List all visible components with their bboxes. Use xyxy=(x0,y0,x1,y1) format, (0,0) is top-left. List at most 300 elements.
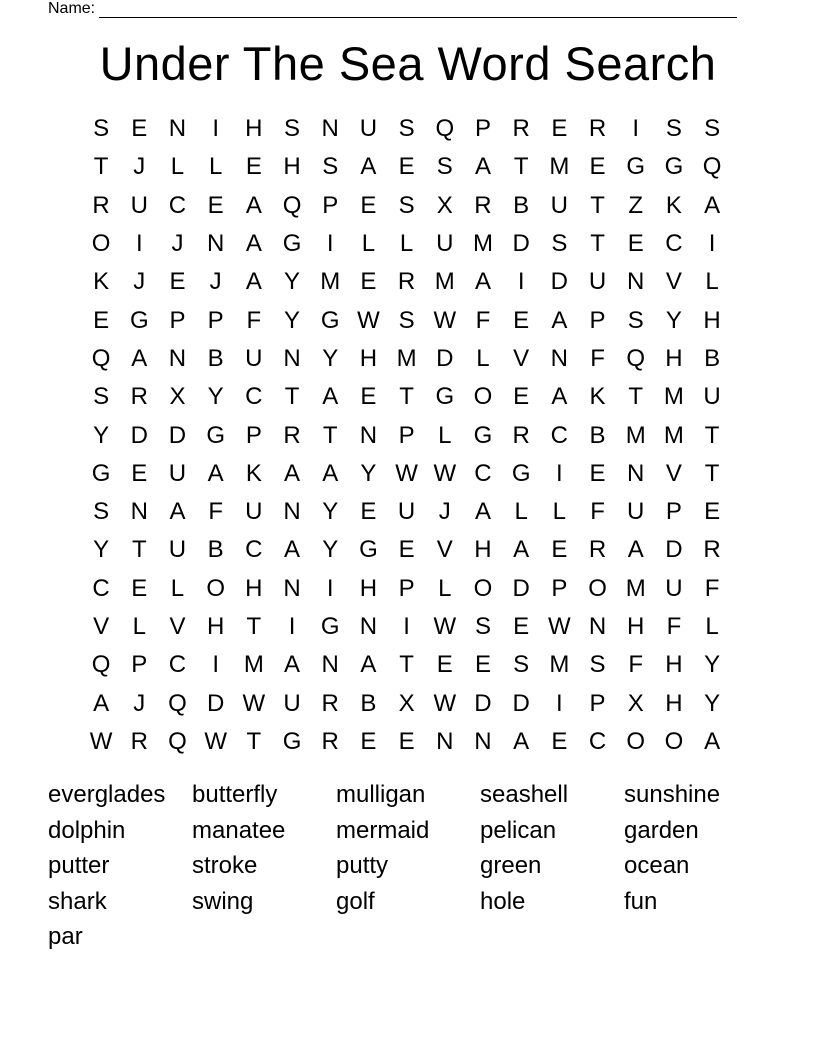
grid-letter[interactable]: N xyxy=(283,498,301,526)
grid-letter[interactable]: N xyxy=(168,115,187,143)
grid-letter[interactable]: A xyxy=(245,230,262,258)
grid-letter[interactable]: T xyxy=(246,613,262,640)
grid-letter[interactable]: L xyxy=(208,153,223,181)
grid-letter[interactable]: A xyxy=(704,727,721,755)
grid-letter[interactable]: C xyxy=(245,383,263,411)
grid-letter[interactable]: T xyxy=(590,191,605,219)
grid-letter[interactable]: A xyxy=(245,268,262,296)
grid-letter[interactable]: L xyxy=(170,153,185,181)
grid-letter[interactable]: M xyxy=(243,651,264,679)
grid-letter[interactable]: M xyxy=(434,268,455,296)
grid-letter[interactable]: K xyxy=(245,459,262,487)
grid-letter[interactable]: Y xyxy=(704,651,721,679)
grid-letter[interactable]: H xyxy=(627,613,645,640)
grid-letter[interactable]: T xyxy=(322,421,338,449)
grid-letter[interactable]: O xyxy=(664,727,684,755)
grid-letter[interactable]: U xyxy=(588,268,607,296)
grid-letter[interactable]: G xyxy=(91,459,111,487)
grid-letter[interactable]: K xyxy=(665,191,682,219)
grid-letter[interactable]: P xyxy=(474,115,491,143)
grid-letter[interactable]: L xyxy=(361,230,376,258)
grid-letter[interactable]: X xyxy=(169,383,186,411)
grid-letter[interactable]: E xyxy=(360,268,377,296)
grid-letter[interactable]: A xyxy=(551,306,568,334)
grid-letter[interactable]: R xyxy=(588,536,607,564)
grid-letter[interactable]: J xyxy=(209,268,222,296)
grid-letter[interactable]: P xyxy=(398,574,415,602)
grid-letter[interactable]: A xyxy=(207,459,224,487)
grid-letter[interactable]: N xyxy=(436,727,454,755)
grid-letter[interactable]: U xyxy=(245,344,263,372)
grid-letter[interactable]: G xyxy=(359,536,378,564)
grid-letter[interactable]: L xyxy=(132,613,146,640)
grid-letter[interactable]: E xyxy=(627,230,644,258)
grid-letter[interactable]: E xyxy=(589,459,606,487)
grid-letter[interactable]: S xyxy=(589,651,606,679)
grid-letter[interactable]: R xyxy=(130,727,148,755)
grid-letter[interactable]: N xyxy=(588,613,607,640)
grid-letter[interactable]: N xyxy=(627,459,645,487)
grid-letter[interactable]: U xyxy=(397,498,416,526)
grid-letter[interactable]: Y xyxy=(322,344,339,372)
grid-letter[interactable]: H xyxy=(665,651,683,679)
grid-letter[interactable]: Y xyxy=(704,689,721,717)
grid-letter[interactable]: E xyxy=(131,115,148,143)
grid-letter[interactable]: T xyxy=(284,383,300,411)
grid-letter[interactable]: B xyxy=(360,689,377,717)
grid-letter[interactable]: L xyxy=(438,574,452,602)
grid-letter[interactable]: W xyxy=(548,613,571,640)
grid-letter[interactable]: E xyxy=(360,191,377,219)
grid-letter[interactable]: S xyxy=(93,498,110,526)
grid-letter[interactable]: J xyxy=(438,498,451,526)
grid-letter[interactable]: N xyxy=(283,344,301,372)
grid-letter[interactable]: T xyxy=(93,153,109,181)
grid-letter[interactable]: D xyxy=(436,344,454,372)
grid-letter[interactable]: I xyxy=(135,230,143,258)
grid-letter[interactable]: R xyxy=(474,191,492,219)
grid-letter[interactable]: L xyxy=(399,230,414,258)
grid-letter[interactable]: T xyxy=(513,153,529,181)
grid-letter[interactable]: E xyxy=(513,306,530,334)
grid-letter[interactable]: D xyxy=(512,689,530,717)
grid-letter[interactable]: L xyxy=(705,268,719,296)
grid-letter[interactable]: C xyxy=(550,421,569,449)
grid-letter[interactable]: J xyxy=(171,230,184,258)
grid-letter[interactable]: Z xyxy=(628,191,644,219)
grid-letter[interactable]: P xyxy=(131,651,148,679)
name-field xyxy=(48,0,737,18)
grid-letter[interactable]: M xyxy=(663,383,684,411)
grid-letter[interactable]: Q xyxy=(168,689,187,717)
grid-letter[interactable]: L xyxy=(552,498,567,526)
word-list-item: par xyxy=(48,923,83,951)
grid-letter[interactable]: C xyxy=(168,651,187,679)
grid-letter[interactable]: Q xyxy=(282,191,302,219)
grid-letter[interactable]: W xyxy=(357,306,380,334)
grid-letter[interactable]: E xyxy=(131,459,148,487)
grid-letter[interactable]: Y xyxy=(284,306,301,334)
grid-letter[interactable]: H xyxy=(206,613,225,640)
grid-letter[interactable]: O xyxy=(588,574,607,602)
word-list-item: seashell xyxy=(480,781,569,808)
grid-letter[interactable]: K xyxy=(93,268,110,296)
grid-letter[interactable]: N xyxy=(627,268,645,296)
word-list-item: putty xyxy=(336,852,389,880)
grid-letter[interactable]: W xyxy=(433,459,457,487)
grid-letter[interactable]: A xyxy=(284,536,301,564)
grid-letter[interactable]: D xyxy=(512,574,530,602)
grid-letter[interactable]: E xyxy=(207,191,224,219)
grid-letter[interactable]: Y xyxy=(93,421,110,449)
word-list-item: fun xyxy=(624,887,658,915)
grid-letter[interactable]: C xyxy=(92,574,110,602)
grid-letter[interactable]: E xyxy=(551,727,568,755)
grid-letter[interactable]: A xyxy=(513,727,530,755)
grid-letter[interactable]: A xyxy=(284,651,301,679)
grid-letter[interactable]: S xyxy=(551,230,568,258)
grid-letter[interactable]: W xyxy=(89,727,113,755)
grid-letter[interactable]: P xyxy=(551,574,568,602)
grid-letter[interactable]: I xyxy=(632,115,640,143)
grid-letter[interactable]: S xyxy=(665,115,682,143)
grid-letter[interactable]: G xyxy=(206,421,225,449)
grid-letter[interactable]: A xyxy=(474,268,491,296)
grid-letter[interactable]: G xyxy=(320,613,340,640)
grid-letter[interactable]: U xyxy=(168,536,187,564)
grid-letter[interactable]: U xyxy=(245,498,263,526)
grid-letter[interactable]: Y xyxy=(360,459,377,487)
grid-letter[interactable]: I xyxy=(212,115,219,143)
grid-letter[interactable]: V xyxy=(513,344,530,372)
grid-letter[interactable]: A xyxy=(93,689,110,717)
grid-letter[interactable]: E xyxy=(436,651,453,679)
grid-letter[interactable]: M xyxy=(549,153,570,181)
grid-letter[interactable]: T xyxy=(704,421,720,449)
grid-letter[interactable]: D xyxy=(130,421,148,449)
grid-letter[interactable]: S xyxy=(93,115,110,143)
grid-letter[interactable]: E xyxy=(704,498,721,526)
grid-letter[interactable]: S xyxy=(284,115,301,143)
grid-letter[interactable]: T xyxy=(131,536,147,564)
grid-letter[interactable]: S xyxy=(322,153,339,181)
grid-letter[interactable]: W xyxy=(433,306,457,334)
grid-letter[interactable]: R xyxy=(321,727,339,755)
grid-letter[interactable]: G xyxy=(511,459,531,487)
grid-letter[interactable]: V xyxy=(665,268,682,296)
grid-letter[interactable]: I xyxy=(326,230,334,258)
grid-letter[interactable]: F xyxy=(704,574,720,602)
grid-letter[interactable]: S xyxy=(627,306,644,334)
grid-letter[interactable]: E xyxy=(398,536,415,564)
grid-letter[interactable]: E xyxy=(398,727,415,755)
grid-letter[interactable]: P xyxy=(322,191,339,219)
grid-letter[interactable]: H xyxy=(359,574,378,602)
grid-letter[interactable]: Y xyxy=(322,536,339,564)
grid-letter[interactable]: O xyxy=(626,727,646,755)
grid-letter[interactable]: D xyxy=(168,421,187,449)
grid-letter[interactable]: A xyxy=(131,344,148,372)
grid-letter[interactable]: F xyxy=(590,498,605,526)
grid-letter[interactable]: Q xyxy=(91,651,111,679)
grid-letter[interactable]: Q xyxy=(626,344,646,372)
grid-letter[interactable]: P xyxy=(398,421,415,449)
grid-letter[interactable]: Y xyxy=(322,498,339,526)
grid-letter[interactable]: S xyxy=(436,153,453,181)
grid-letter[interactable]: R xyxy=(130,383,148,411)
grid-letter[interactable]: L xyxy=(438,421,452,449)
grid-letter[interactable]: R xyxy=(512,115,530,143)
grid-letter[interactable]: A xyxy=(474,498,491,526)
grid-letter[interactable]: C xyxy=(588,727,607,755)
grid-letter[interactable]: A xyxy=(284,459,301,487)
grid-letter[interactable]: A xyxy=(245,191,262,219)
grid-letter[interactable]: H xyxy=(245,115,263,143)
grid-letter[interactable]: E xyxy=(169,268,186,296)
word-list-item: stroke xyxy=(192,852,258,880)
grid-letter[interactable]: V xyxy=(665,459,682,487)
grid-letter[interactable]: T xyxy=(628,383,644,411)
grid-letter[interactable]: N xyxy=(130,498,148,526)
grid-letter[interactable]: A xyxy=(551,383,568,411)
grid-letter[interactable]: X xyxy=(436,191,453,219)
grid-letter[interactable]: P xyxy=(245,421,262,449)
grid-letter[interactable]: M xyxy=(396,344,417,372)
grid-letter[interactable]: O xyxy=(91,230,111,258)
grid-letter[interactable]: G xyxy=(129,306,149,334)
grid-letter[interactable]: U xyxy=(703,383,721,411)
grid-letter[interactable]: G xyxy=(626,153,646,181)
grid-letter[interactable]: C xyxy=(245,536,263,564)
grid-letter[interactable]: E xyxy=(551,115,568,143)
grid-letter[interactable]: C xyxy=(474,459,492,487)
grid-letter[interactable]: M xyxy=(625,574,646,602)
grid-letter[interactable]: U xyxy=(550,191,569,219)
grid-letter[interactable]: E xyxy=(360,498,377,526)
grid-letter[interactable]: T xyxy=(590,230,605,258)
grid-letter[interactable]: H xyxy=(474,536,492,564)
grid-letter[interactable]: U xyxy=(665,574,683,602)
grid-letter[interactable]: R xyxy=(397,268,416,296)
grid-letter[interactable]: D xyxy=(550,268,569,296)
grid-letter[interactable]: N xyxy=(359,421,378,449)
grid-letter[interactable]: G xyxy=(473,421,493,449)
grid-letter[interactable]: R xyxy=(321,689,339,717)
grid-letter[interactable]: T xyxy=(704,459,720,487)
grid-letter[interactable]: N xyxy=(321,115,339,143)
grid-letter[interactable]: B xyxy=(513,191,530,219)
grid-letter[interactable]: H xyxy=(665,689,683,717)
grid-letter[interactable]: S xyxy=(474,613,491,640)
grid-letter[interactable]: N xyxy=(550,344,569,372)
grid-letter[interactable]: F xyxy=(475,306,491,334)
grid-letter[interactable]: I xyxy=(556,459,563,487)
grid-letter[interactable]: D xyxy=(474,689,492,717)
grid-letter[interactable]: O xyxy=(473,574,493,602)
grid-letter[interactable]: S xyxy=(398,115,415,143)
word-list-item: pelican xyxy=(480,816,557,844)
grid-letter[interactable]: A xyxy=(704,191,721,219)
grid-letter[interactable]: U xyxy=(436,230,454,258)
grid-letter[interactable]: F xyxy=(246,306,262,334)
grid-letter[interactable]: A xyxy=(513,536,530,564)
grid-letter[interactable]: G xyxy=(435,383,455,411)
grid-letter[interactable]: N xyxy=(206,230,225,258)
grid-letter[interactable]: F xyxy=(666,613,682,640)
grid-letter[interactable]: J xyxy=(133,268,146,296)
grid-letter[interactable]: E xyxy=(131,574,148,602)
grid-letter[interactable]: W xyxy=(242,689,266,717)
grid-letter[interactable]: R xyxy=(92,191,110,219)
grid-letter[interactable]: J xyxy=(133,689,146,717)
grid-letter[interactable]: F xyxy=(208,498,223,526)
grid-letter[interactable]: H xyxy=(359,344,378,372)
grid-letter[interactable]: M xyxy=(625,421,646,449)
grid-letter[interactable]: I xyxy=(403,613,410,640)
grid-letter[interactable]: I xyxy=(288,613,296,640)
grid-letter[interactable]: I xyxy=(556,689,563,717)
grid-letter[interactable]: F xyxy=(628,651,644,679)
grid-letter[interactable]: A xyxy=(169,498,186,526)
grid-letter[interactable]: A xyxy=(322,459,339,487)
grid-letter[interactable]: Q xyxy=(91,344,111,372)
grid-letter[interactable]: L xyxy=(476,344,490,372)
grid-letter[interactable]: A xyxy=(360,153,377,181)
grid-letter[interactable]: A xyxy=(322,383,339,411)
grid-letter[interactable]: P xyxy=(589,306,606,334)
grid-letter[interactable]: K xyxy=(589,383,606,411)
grid-letter[interactable]: N xyxy=(359,613,378,640)
grid-letter[interactable]: E xyxy=(245,153,262,181)
grid-letter[interactable]: B xyxy=(704,344,721,372)
grid-letter[interactable]: H xyxy=(665,344,683,372)
grid-letter[interactable]: A xyxy=(474,153,491,181)
grid-letter[interactable]: C xyxy=(168,191,187,219)
name-underline[interactable] xyxy=(99,3,737,18)
grid-letter[interactable]: T xyxy=(399,383,414,411)
grid-letter[interactable]: E xyxy=(551,536,568,564)
word-list-item: everglades xyxy=(48,781,166,808)
grid-letter[interactable]: B xyxy=(207,344,224,372)
grid-letter[interactable]: E xyxy=(93,306,110,334)
grid-letter[interactable]: U xyxy=(283,689,301,717)
grid-letter[interactable]: U xyxy=(627,498,645,526)
grid-letter[interactable]: L xyxy=(514,498,528,526)
grid-letter[interactable]: S xyxy=(93,383,110,411)
grid-letter[interactable]: O xyxy=(473,383,493,411)
grid-letter[interactable]: G xyxy=(320,306,340,334)
grid-letter[interactable]: T xyxy=(399,651,414,679)
grid-letter[interactable]: V xyxy=(93,613,110,640)
grid-letter[interactable]: L xyxy=(170,574,185,602)
grid-letter[interactable]: W xyxy=(204,727,227,755)
grid-letter[interactable]: P xyxy=(207,306,224,334)
grid-letter[interactable]: Y xyxy=(93,536,110,564)
grid-letter[interactable]: R xyxy=(512,421,530,449)
grid-letter[interactable]: E xyxy=(513,383,530,411)
grid-letter[interactable]: P xyxy=(169,306,186,334)
grid-letter[interactable]: Q xyxy=(435,115,455,143)
word-list-item: manatee xyxy=(192,816,286,844)
name-label: Name: xyxy=(48,0,96,17)
grid-letter[interactable]: E xyxy=(474,651,491,679)
grid-letter[interactable]: B xyxy=(207,536,224,564)
grid-letter[interactable]: A xyxy=(360,651,377,679)
grid-letter[interactable]: S xyxy=(513,651,530,679)
grid-letter[interactable]: M xyxy=(320,268,341,296)
grid-letter[interactable]: P xyxy=(589,689,606,717)
grid-letter[interactable]: X xyxy=(627,689,644,717)
grid-letter[interactable]: W xyxy=(433,613,457,640)
grid-letter[interactable]: Y xyxy=(284,268,301,296)
grid-letter[interactable]: U xyxy=(130,191,148,219)
grid-letter[interactable]: M xyxy=(472,230,493,258)
grid-letter[interactable]: H xyxy=(283,153,301,181)
grid-letter[interactable]: V xyxy=(436,536,453,564)
grid-letter[interactable]: H xyxy=(703,306,721,334)
grid-letter[interactable]: I xyxy=(708,230,716,258)
grid-letter[interactable]: E xyxy=(398,153,415,181)
grid-letter[interactable]: M xyxy=(663,421,684,449)
grid-letter[interactable]: G xyxy=(282,727,302,755)
grid-letter[interactable]: H xyxy=(245,574,263,602)
grid-letter[interactable]: O xyxy=(206,574,225,602)
grid-letter[interactable]: D xyxy=(512,230,530,258)
grid-letter[interactable]: I xyxy=(517,268,525,296)
grid-letter[interactable]: S xyxy=(398,191,415,219)
grid-letter[interactable]: N xyxy=(474,727,492,755)
grid-letter[interactable]: D xyxy=(665,536,683,564)
grid-letter[interactable]: P xyxy=(665,498,682,526)
grid-letter[interactable]: A xyxy=(627,536,644,564)
grid-letter[interactable]: G xyxy=(282,230,302,258)
grid-letter[interactable]: M xyxy=(549,651,570,679)
grid-letter[interactable]: D xyxy=(206,689,225,717)
grid-letter[interactable]: Y xyxy=(665,306,682,334)
grid-letter[interactable]: R xyxy=(588,115,607,143)
grid-letter[interactable]: N xyxy=(283,574,301,602)
grid-letter[interactable]: R xyxy=(703,536,721,564)
grid-letter[interactable]: W xyxy=(433,689,457,717)
grid-letter[interactable]: R xyxy=(283,421,301,449)
grid-letter[interactable]: S xyxy=(704,115,721,143)
grid-letter[interactable]: I xyxy=(326,574,334,602)
grid-letter[interactable]: E xyxy=(360,383,377,411)
grid-letter[interactable]: U xyxy=(359,115,378,143)
grid-letter[interactable]: N xyxy=(321,651,339,679)
grid-letter[interactable]: W xyxy=(395,459,418,487)
grid-letter[interactable]: J xyxy=(133,153,146,181)
grid-letter[interactable]: B xyxy=(589,421,606,449)
grid-letter[interactable]: U xyxy=(168,459,187,487)
grid-letter[interactable]: X xyxy=(398,689,415,717)
grid-letter[interactable]: N xyxy=(168,344,187,372)
grid-letter[interactable]: T xyxy=(246,727,262,755)
grid-letter[interactable]: E xyxy=(360,727,377,755)
grid-letter[interactable]: V xyxy=(169,613,186,640)
grid-letter[interactable]: E xyxy=(589,153,606,181)
grid-letter[interactable]: G xyxy=(664,153,684,181)
grid-letter[interactable]: I xyxy=(212,651,219,679)
grid-letter[interactable]: F xyxy=(590,344,605,372)
grid-letter[interactable]: Q xyxy=(702,153,722,181)
grid-letter[interactable]: Y xyxy=(207,383,224,411)
grid-letter[interactable]: E xyxy=(513,613,530,640)
grid-letter[interactable]: Q xyxy=(168,727,187,755)
grid-letter[interactable]: S xyxy=(398,306,415,334)
grid-letter[interactable]: L xyxy=(705,613,719,640)
grid-letter[interactable]: C xyxy=(665,230,683,258)
